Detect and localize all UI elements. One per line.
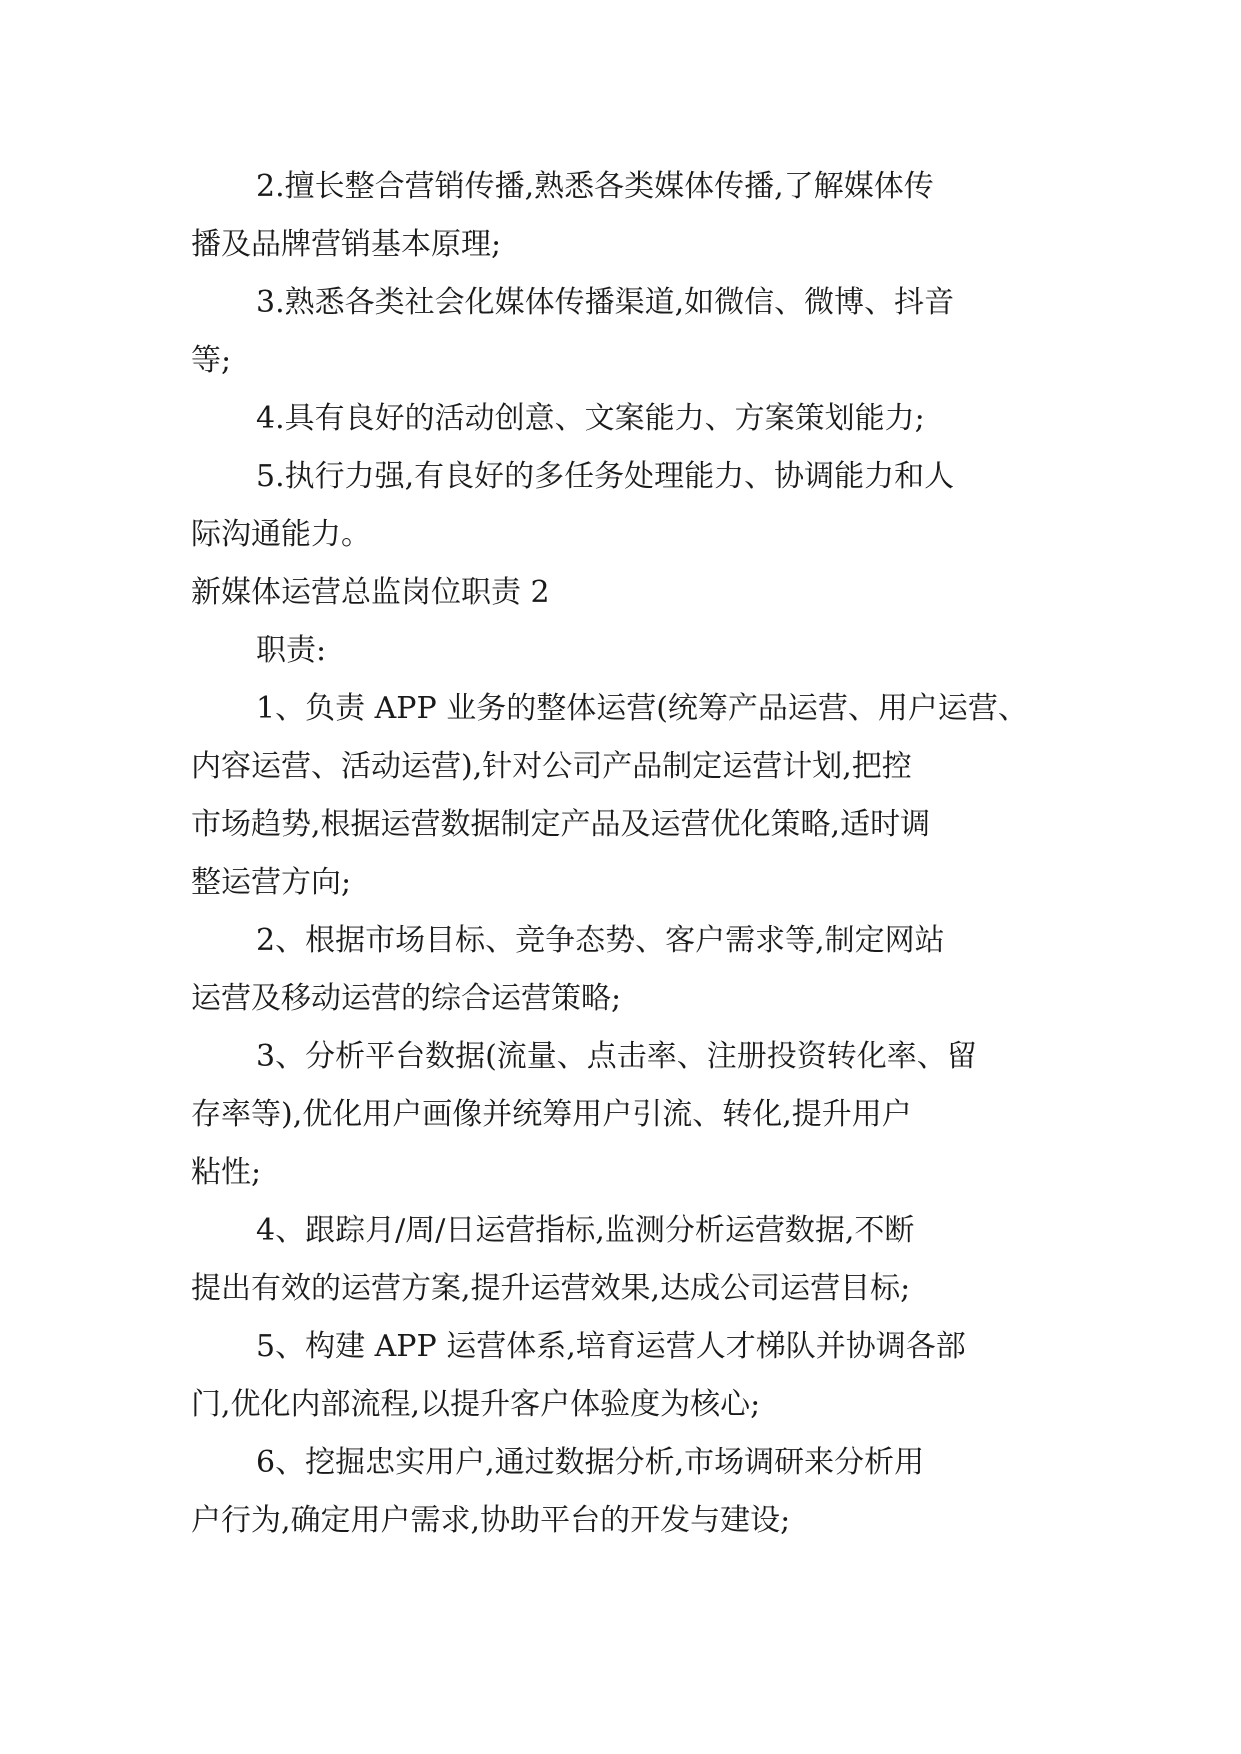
paragraph-line: 5、构建 APP 运营体系,培育运营人才梯队并协调各部 [256,1329,966,1364]
paragraph-line: 粘性; [191,1155,262,1190]
paragraph-line: 存率等),优化用户画像并统筹用户引流、转化,提升用户 [191,1097,912,1132]
paragraph-line: 4.具有良好的活动创意、文案能力、方案策划能力; [256,401,925,436]
paragraph-line: 内容运营、活动运营),针对公司产品制定运营计划,把控 [191,749,912,784]
paragraph-line: 运营及移动运营的综合运营策略; [191,981,622,1016]
paragraph-line: 2.擅长整合营销传播,熟悉各类媒体传播,了解媒体传 [256,169,934,204]
section-heading: 新媒体运营总监岗位职责 2 [191,575,550,610]
paragraph-line: 户行为,确定用户需求,协助平台的开发与建设; [191,1503,791,1538]
paragraph-line: 整运营方向; [191,865,352,900]
paragraph-line: 6、挖掘忠实用户,通过数据分析,市场调研来分析用 [256,1445,925,1480]
paragraph-line: 提出有效的运营方案,提升运营效果,达成公司运营目标; [191,1271,911,1306]
paragraph-line: 2、根据市场目标、竞争态势、客户需求等,制定网站 [256,923,945,958]
paragraph-line: 市场趋势,根据运营数据制定产品及运营优化策略,适时调 [191,807,931,842]
paragraph-line: 1、负责 APP 业务的整体运营(统筹产品运营、用户运营、 [256,691,1028,726]
paragraph-line: 4、跟踪月/周/日运营指标,监测分析运营数据,不断 [256,1213,915,1248]
paragraph-line: 际沟通能力。 [191,517,371,552]
document-body [191,158,1051,1550]
paragraph-line: 门,优化内部流程,以提升客户体验度为核心; [191,1387,761,1422]
paragraph-line: 5.执行力强,有良好的多任务处理能力、协调能力和人 [256,459,955,494]
paragraph-line: 播及品牌营销基本原理; [191,227,502,262]
paragraph-line: 等; [191,343,232,378]
paragraph-line: 3.熟悉各类社会化媒体传播渠道,如微信、微博、抖音 [256,285,955,320]
subheading-duties: 职责: [256,633,327,668]
paragraph-line: 3、分析平台数据(流量、点击率、注册投资转化率、留 [256,1039,977,1074]
